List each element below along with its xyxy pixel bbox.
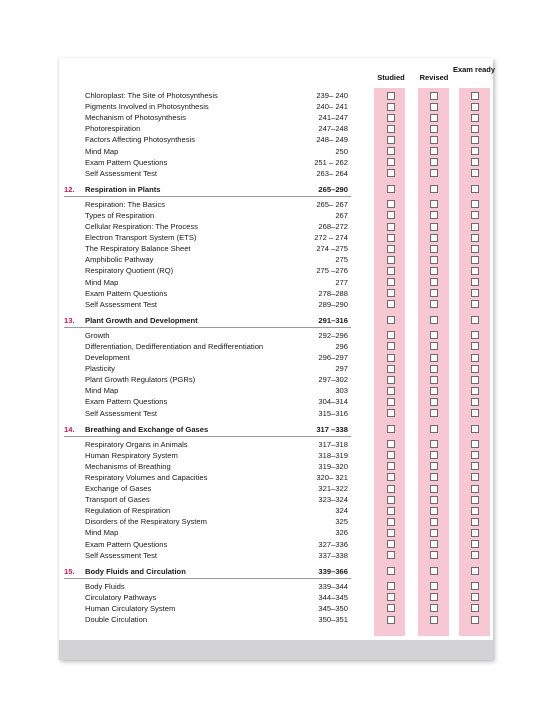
topic-row bbox=[85, 341, 350, 352]
revised-checkbox-4-3[interactable] bbox=[430, 616, 438, 624]
studied-checkbox-3-0[interactable] bbox=[387, 440, 395, 448]
topic-row bbox=[85, 539, 350, 550]
revised-checkbox-2-0[interactable] bbox=[430, 331, 438, 339]
topic-pages: 297 bbox=[335, 364, 348, 374]
studied-checkbox-2-2[interactable] bbox=[387, 354, 395, 362]
studied-checkbox-1-7[interactable] bbox=[387, 278, 395, 286]
studied-checkbox-3-7[interactable] bbox=[387, 518, 395, 526]
topic-title: Self Assessment Test bbox=[85, 299, 158, 309]
topic-row bbox=[85, 603, 350, 614]
topic-pages: 296 bbox=[335, 341, 348, 351]
topic-title: Disorders of the Respiratory System bbox=[85, 517, 207, 527]
exam-ready-checkbox-2-1[interactable] bbox=[471, 342, 479, 350]
studied-checkbox-2-3[interactable] bbox=[387, 365, 395, 373]
topic-title: Development bbox=[85, 353, 130, 362]
topic-title: Exchange of Gases bbox=[85, 484, 152, 493]
chapter-divider bbox=[64, 327, 351, 328]
chapter-divider bbox=[64, 196, 351, 197]
topic-title: Growth bbox=[85, 330, 110, 340]
revised-header: Revised bbox=[419, 73, 449, 82]
revised-checkbox-chapter-1[interactable] bbox=[430, 185, 438, 193]
topic-pages: 339–344 bbox=[318, 581, 348, 591]
topic-row bbox=[85, 254, 350, 265]
studied-checkbox-0-4[interactable] bbox=[387, 136, 395, 144]
topic-pages: 289–290 bbox=[318, 299, 348, 309]
exam-ready-checkbox-1-8[interactable] bbox=[471, 289, 479, 297]
exam-ready-checkbox-chapter-2[interactable] bbox=[471, 316, 479, 324]
topic-title: Exam Pattern Questions bbox=[85, 288, 168, 298]
topic-row bbox=[85, 134, 350, 145]
revised-checkbox-3-6[interactable] bbox=[430, 507, 438, 515]
revised-checkbox-chapter-3[interactable] bbox=[430, 425, 438, 433]
page-bottom-band bbox=[59, 640, 493, 660]
studied-checkbox-3-1[interactable] bbox=[387, 451, 395, 459]
exam-ready-checkbox-4-1[interactable] bbox=[471, 593, 479, 601]
topic-row bbox=[85, 439, 350, 450]
revised-checkbox-1-5[interactable] bbox=[430, 256, 438, 264]
topic-pages: 323–324 bbox=[318, 495, 348, 505]
topic-pages: 319–320 bbox=[318, 461, 348, 471]
topic-pages: 350–351 bbox=[318, 615, 348, 624]
exam-ready-checkbox-1-0[interactable] bbox=[471, 200, 479, 208]
topic-row bbox=[85, 614, 350, 625]
exam-ready-checkbox-3-1[interactable] bbox=[471, 451, 479, 459]
topic-pages: 263– 264 bbox=[316, 168, 348, 178]
topic-title: Exam Pattern Questions bbox=[85, 157, 168, 167]
topic-row bbox=[85, 352, 350, 363]
revised-checkbox-1-4[interactable] bbox=[430, 245, 438, 253]
topic-row bbox=[85, 199, 350, 210]
topic-row bbox=[85, 461, 350, 472]
topic-row bbox=[85, 210, 350, 221]
topic-pages: 297–302 bbox=[318, 375, 348, 385]
studied-checkbox-chapter-4[interactable] bbox=[387, 567, 395, 575]
exam-ready-checkbox-0-1[interactable] bbox=[471, 103, 479, 111]
topic-row bbox=[85, 396, 350, 407]
exam-ready-checkbox-4-2[interactable] bbox=[471, 604, 479, 612]
studied-checkbox-1-0[interactable] bbox=[387, 200, 395, 208]
revised-checkbox-3-7[interactable] bbox=[430, 518, 438, 526]
topic-title: Self Assessment Test bbox=[85, 408, 158, 418]
exam-ready-checkbox-3-2[interactable] bbox=[471, 462, 479, 470]
exam-ready-checkbox-0-3[interactable] bbox=[471, 125, 479, 133]
topic-row bbox=[85, 505, 350, 516]
topic-pages: 268–272 bbox=[318, 222, 348, 231]
topic-title: Photorespiration bbox=[85, 124, 141, 134]
topic-row bbox=[85, 527, 350, 538]
exam-ready-checkbox-2-2[interactable] bbox=[471, 354, 479, 362]
topic-row bbox=[85, 277, 350, 288]
topic-pages: 326 bbox=[335, 528, 348, 538]
revised-checkbox-2-3[interactable] bbox=[430, 365, 438, 373]
exam-ready-checkbox-3-4[interactable] bbox=[471, 485, 479, 493]
topic-pages: 320– 321 bbox=[316, 472, 348, 482]
studied-checkbox-3-2[interactable] bbox=[387, 462, 395, 470]
exam-ready-checkbox-3-9[interactable] bbox=[471, 540, 479, 548]
studied-checkbox-0-1[interactable] bbox=[387, 103, 395, 111]
topic-title: Mind Map bbox=[85, 528, 119, 538]
topic-row bbox=[85, 288, 350, 299]
studied-checkbox-2-4[interactable] bbox=[387, 376, 395, 384]
topic-row bbox=[85, 592, 350, 603]
topic-title: Exam Pattern Questions bbox=[85, 539, 168, 549]
revised-checkbox-2-6[interactable] bbox=[430, 398, 438, 406]
studied-checkbox-4-0[interactable] bbox=[387, 582, 395, 590]
revised-checkbox-1-6[interactable] bbox=[430, 267, 438, 275]
exam-ready-checkbox-1-9[interactable] bbox=[471, 300, 479, 308]
exam-ready-checkbox-1-4[interactable] bbox=[471, 245, 479, 253]
studied-checkbox-2-6[interactable] bbox=[387, 398, 395, 406]
studied-checkbox-0-7[interactable] bbox=[387, 169, 395, 177]
exam-ready-checkbox-0-6[interactable] bbox=[471, 158, 479, 166]
studied-checkbox-3-4[interactable] bbox=[387, 485, 395, 493]
exam-ready-checkbox-1-2[interactable] bbox=[471, 223, 479, 231]
studied-checkbox-1-2[interactable] bbox=[387, 223, 395, 231]
topic-pages: 250 bbox=[335, 146, 348, 156]
revised-checkbox-0-1[interactable] bbox=[430, 103, 438, 111]
topic-pages: 241–247 bbox=[318, 113, 348, 123]
revised-checkbox-2-4[interactable] bbox=[430, 376, 438, 384]
topic-title: Types of Respiration bbox=[85, 210, 155, 220]
topic-pages: 337–338 bbox=[318, 550, 348, 560]
topic-row bbox=[85, 265, 350, 276]
exam-ready-checkbox-3-0[interactable] bbox=[471, 440, 479, 448]
revised-checkbox-0-2[interactable] bbox=[430, 114, 438, 122]
topic-title: Chloroplast: The Site of Photosynthesis bbox=[85, 91, 218, 100]
exam-ready-checkbox-3-10[interactable] bbox=[471, 551, 479, 559]
exam-ready-checkbox-2-4[interactable] bbox=[471, 376, 479, 384]
topic-title: Cellular Respiration: The Process bbox=[85, 222, 198, 231]
revised-checkbox-2-7[interactable] bbox=[430, 409, 438, 417]
revised-checkbox-3-4[interactable] bbox=[430, 485, 438, 493]
topic-row bbox=[85, 483, 350, 494]
topic-title: Mechanisms of Breathing bbox=[85, 461, 171, 471]
exam-ready-checkbox-1-3[interactable] bbox=[471, 234, 479, 242]
topic-pages: 251 – 262 bbox=[314, 157, 348, 167]
topic-pages: 296–297 bbox=[318, 353, 348, 362]
exam-ready-checkbox-chapter-4[interactable] bbox=[471, 567, 479, 575]
topic-pages: 317–318 bbox=[318, 439, 348, 449]
topic-title: Amphibolic Pathway bbox=[85, 255, 154, 265]
topic-pages: 345–350 bbox=[318, 603, 348, 613]
topic-row bbox=[85, 472, 350, 483]
chapter-divider bbox=[64, 578, 351, 579]
studied-checkbox-1-4[interactable] bbox=[387, 245, 395, 253]
exam-ready-checkbox-3-3[interactable] bbox=[471, 473, 479, 481]
topic-row bbox=[85, 232, 350, 243]
topic-row bbox=[85, 299, 350, 310]
topic-title: Transport of Gases bbox=[85, 495, 150, 505]
exam-ready-checkbox-1-6[interactable] bbox=[471, 267, 479, 275]
studied-checkbox-1-6[interactable] bbox=[387, 267, 395, 275]
studied-checkbox-1-8[interactable] bbox=[387, 289, 395, 297]
topic-row bbox=[85, 408, 350, 419]
studied-checkbox-2-1[interactable] bbox=[387, 342, 395, 350]
studied-checkbox-1-3[interactable] bbox=[387, 234, 395, 242]
topic-title: Mechanism of Photosynthesis bbox=[85, 113, 186, 123]
chapter-number: 12. bbox=[64, 184, 75, 194]
revised-checkbox-1-2[interactable] bbox=[430, 223, 438, 231]
topic-row bbox=[85, 243, 350, 254]
exam-ready-checkbox-2-5[interactable] bbox=[471, 387, 479, 395]
exam-ready-checkbox-chapter-3[interactable] bbox=[471, 425, 479, 433]
studied-checkbox-chapter-2[interactable] bbox=[387, 316, 395, 324]
topic-pages: 278–288 bbox=[318, 288, 348, 298]
exam-ready-checkbox-1-7[interactable] bbox=[471, 278, 479, 286]
revised-checkbox-3-5[interactable] bbox=[430, 496, 438, 504]
exam-ready-checkbox-2-3[interactable] bbox=[471, 365, 479, 373]
revised-checkbox-1-7[interactable] bbox=[430, 278, 438, 286]
studied-header: Studied bbox=[377, 73, 405, 82]
topic-title: Pigments Involved in Photosynthesis bbox=[85, 102, 209, 112]
studied-checkbox-4-2[interactable] bbox=[387, 604, 395, 612]
topic-row bbox=[85, 581, 350, 592]
topic-title: Respiratory Quotient (RQ) bbox=[85, 266, 174, 276]
topic-row bbox=[85, 157, 350, 168]
revised-checkbox-1-8[interactable] bbox=[430, 289, 438, 297]
topic-row bbox=[85, 516, 350, 527]
studied-checkbox-1-9[interactable] bbox=[387, 300, 395, 308]
exam-ready-checkbox-3-5[interactable] bbox=[471, 496, 479, 504]
topic-title: The Respiratory Balance Sheet bbox=[85, 244, 191, 254]
exam-ready-checkbox-chapter-1[interactable] bbox=[471, 185, 479, 193]
studied-checkbox-2-0[interactable] bbox=[387, 331, 395, 339]
topic-pages: 272 – 274 bbox=[314, 233, 348, 243]
topic-row bbox=[85, 330, 350, 341]
revised-checkbox-1-1[interactable] bbox=[430, 211, 438, 219]
exam-ready-checkbox-2-0[interactable] bbox=[471, 331, 479, 339]
studied-checkbox-0-3[interactable] bbox=[387, 125, 395, 133]
topic-pages: 274 –275 bbox=[316, 244, 348, 254]
topic-title: Plasticity bbox=[85, 364, 115, 374]
revised-checkbox-2-2[interactable] bbox=[430, 354, 438, 362]
topic-row bbox=[85, 550, 350, 561]
chapter-pages: 317 –338 bbox=[316, 424, 348, 434]
revised-checkbox-0-5[interactable] bbox=[430, 147, 438, 155]
revised-checkbox-chapter-2[interactable] bbox=[430, 316, 438, 324]
revised-checkbox-3-9[interactable] bbox=[430, 540, 438, 548]
chapter-heading bbox=[64, 566, 350, 577]
revised-checkbox-4-1[interactable] bbox=[430, 593, 438, 601]
studied-checkbox-chapter-3[interactable] bbox=[387, 425, 395, 433]
revised-checkbox-chapter-4[interactable] bbox=[430, 567, 438, 575]
topic-title: Respiratory Volumes and Capacities bbox=[85, 472, 208, 482]
topic-title: Differentiation, Dedifferentiation and Redifferentiation bbox=[85, 341, 264, 351]
chapter-number: 13. bbox=[64, 315, 75, 325]
revised-checkbox-2-5[interactable] bbox=[430, 387, 438, 395]
studied-checkbox-0-2[interactable] bbox=[387, 114, 395, 122]
topic-pages: 325 bbox=[335, 517, 348, 527]
revised-checkbox-0-0[interactable] bbox=[430, 92, 438, 100]
topic-row bbox=[85, 90, 350, 101]
revised-checkbox-0-4[interactable] bbox=[430, 136, 438, 144]
topic-row bbox=[85, 494, 350, 505]
topic-pages: 327–336 bbox=[318, 539, 348, 549]
revised-checkbox-2-1[interactable] bbox=[430, 342, 438, 350]
topic-title: Double Circulation bbox=[85, 615, 148, 624]
chapter-title: Plant Growth and Development bbox=[85, 315, 198, 325]
exam-ready-checkbox-1-5[interactable] bbox=[471, 256, 479, 264]
chapter-heading bbox=[64, 424, 350, 435]
exam-ready-checkbox-3-6[interactable] bbox=[471, 507, 479, 515]
topic-row bbox=[85, 385, 350, 396]
topic-pages: 267 bbox=[335, 210, 348, 220]
exam-ready-checkbox-4-0[interactable] bbox=[471, 582, 479, 590]
topic-pages: 304–314 bbox=[318, 397, 348, 407]
topic-pages: 344–345 bbox=[318, 592, 348, 602]
topic-row bbox=[85, 221, 350, 232]
topic-pages: 292–296 bbox=[318, 330, 348, 340]
studied-checkbox-3-8[interactable] bbox=[387, 529, 395, 537]
revised-checkbox-0-7[interactable] bbox=[430, 169, 438, 177]
revised-checkbox-3-10[interactable] bbox=[430, 551, 438, 559]
revised-checkbox-4-2[interactable] bbox=[430, 604, 438, 612]
topic-title: Respiratory Organs in Animals bbox=[85, 439, 188, 449]
studied-checkbox-3-3[interactable] bbox=[387, 473, 395, 481]
topic-row bbox=[85, 363, 350, 374]
revised-checkbox-3-2[interactable] bbox=[430, 462, 438, 470]
exam-ready-checkbox-2-6[interactable] bbox=[471, 398, 479, 406]
studied-checkbox-4-3[interactable] bbox=[387, 616, 395, 624]
exam-ready-header: Exam ready bbox=[452, 65, 496, 74]
chapter-divider bbox=[64, 436, 351, 437]
studied-checkbox-1-1[interactable] bbox=[387, 211, 395, 219]
topic-pages: 265– 267 bbox=[316, 199, 348, 209]
chapter-title: Breathing and Exchange of Gases bbox=[85, 424, 209, 434]
revised-checkbox-1-3[interactable] bbox=[430, 234, 438, 242]
studied-checkbox-2-7[interactable] bbox=[387, 409, 395, 417]
topic-title: Human Circulatory System bbox=[85, 603, 176, 613]
topic-row bbox=[85, 112, 350, 123]
topic-row bbox=[85, 146, 350, 157]
topic-row bbox=[85, 168, 350, 179]
chapter-pages: 291–316 bbox=[318, 315, 348, 325]
exam-ready-checkbox-1-1[interactable] bbox=[471, 211, 479, 219]
revised-checkbox-3-3[interactable] bbox=[430, 473, 438, 481]
topic-pages: 303 bbox=[335, 386, 348, 396]
exam-ready-checkbox-0-0[interactable] bbox=[471, 92, 479, 100]
exam-ready-checkbox-3-8[interactable] bbox=[471, 529, 479, 537]
topic-pages: 324 bbox=[335, 506, 348, 516]
chapter-pages: 339–366 bbox=[318, 566, 348, 576]
topic-title: Self Assessment Test bbox=[85, 550, 158, 560]
revised-checkbox-4-0[interactable] bbox=[430, 582, 438, 590]
studied-checkbox-0-0[interactable] bbox=[387, 92, 395, 100]
topic-title: Factors Affecting Photosynthesis bbox=[85, 135, 196, 145]
topic-pages: 275 –276 bbox=[316, 266, 348, 276]
studied-checkbox-4-1[interactable] bbox=[387, 593, 395, 601]
chapter-pages: 265–290 bbox=[318, 184, 348, 194]
topic-pages: 239– 240 bbox=[316, 91, 348, 100]
topic-title: Mind Map bbox=[85, 277, 119, 287]
chapter-number: 14. bbox=[64, 424, 75, 434]
studied-checkbox-0-6[interactable] bbox=[387, 158, 395, 166]
topic-pages: 248– 249 bbox=[316, 135, 348, 145]
topic-pages: 240– 241 bbox=[316, 102, 348, 112]
topic-row bbox=[85, 374, 350, 385]
topic-row bbox=[85, 101, 350, 112]
studied-checkbox-2-5[interactable] bbox=[387, 387, 395, 395]
topic-title: Mind Map bbox=[85, 386, 119, 396]
topic-pages: 247–248 bbox=[318, 124, 348, 134]
topic-pages: 275 bbox=[335, 255, 348, 265]
topic-title: Body Fluids bbox=[85, 581, 125, 591]
chapter-heading bbox=[64, 184, 350, 195]
chapter-title: Body Fluids and Circulation bbox=[85, 566, 186, 576]
revised-checkbox-3-1[interactable] bbox=[430, 451, 438, 459]
studied-checkbox-3-6[interactable] bbox=[387, 507, 395, 515]
exam-ready-checkbox-0-4[interactable] bbox=[471, 136, 479, 144]
topic-pages: 315–316 bbox=[318, 408, 348, 418]
chapter-title: Respiration in Plants bbox=[85, 184, 161, 194]
studied-checkbox-chapter-1[interactable] bbox=[387, 185, 395, 193]
exam-ready-checkbox-0-7[interactable] bbox=[471, 169, 479, 177]
chapter-heading bbox=[64, 315, 350, 326]
topic-title: Plant Growth Regulators (PGRs) bbox=[85, 375, 196, 385]
chapter-number: 15. bbox=[64, 566, 75, 576]
exam-ready-checkbox-0-5[interactable] bbox=[471, 147, 479, 155]
topic-title: Circulatory Pathways bbox=[85, 592, 157, 602]
topic-row bbox=[85, 450, 350, 461]
topic-pages: 318–319 bbox=[318, 450, 348, 460]
topic-title: Exam Pattern Questions bbox=[85, 397, 168, 407]
exam-ready-checkbox-0-2[interactable] bbox=[471, 114, 479, 122]
exam-ready-checkbox-3-7[interactable] bbox=[471, 518, 479, 526]
studied-checkbox-1-5[interactable] bbox=[387, 256, 395, 264]
revised-checkbox-3-8[interactable] bbox=[430, 529, 438, 537]
exam-ready-checkbox-2-7[interactable] bbox=[471, 409, 479, 417]
topic-title: Respiration: The Basics bbox=[85, 199, 166, 209]
topic-title: Human Respiratory System bbox=[85, 450, 178, 460]
revised-checkbox-0-3[interactable] bbox=[430, 125, 438, 133]
topic-title: Self Assessment Test bbox=[85, 168, 158, 178]
revised-checkbox-0-6[interactable] bbox=[430, 158, 438, 166]
revised-checkbox-1-0[interactable] bbox=[430, 200, 438, 208]
studied-checkbox-0-5[interactable] bbox=[387, 147, 395, 155]
studied-checkbox-3-5[interactable] bbox=[387, 496, 395, 504]
revised-checkbox-1-9[interactable] bbox=[430, 300, 438, 308]
topic-title: Mind Map bbox=[85, 146, 119, 156]
topic-pages: 321–322 bbox=[318, 484, 348, 493]
topic-title: Regulation of Respiration bbox=[85, 506, 171, 516]
revised-checkbox-3-0[interactable] bbox=[430, 440, 438, 448]
topic-title: Electron Transport System (ETS) bbox=[85, 233, 197, 243]
topic-pages: 277 bbox=[335, 277, 348, 287]
topic-row bbox=[85, 123, 350, 134]
exam-ready-checkbox-4-3[interactable] bbox=[471, 616, 479, 624]
studied-checkbox-3-9[interactable] bbox=[387, 540, 395, 548]
studied-checkbox-3-10[interactable] bbox=[387, 551, 395, 559]
